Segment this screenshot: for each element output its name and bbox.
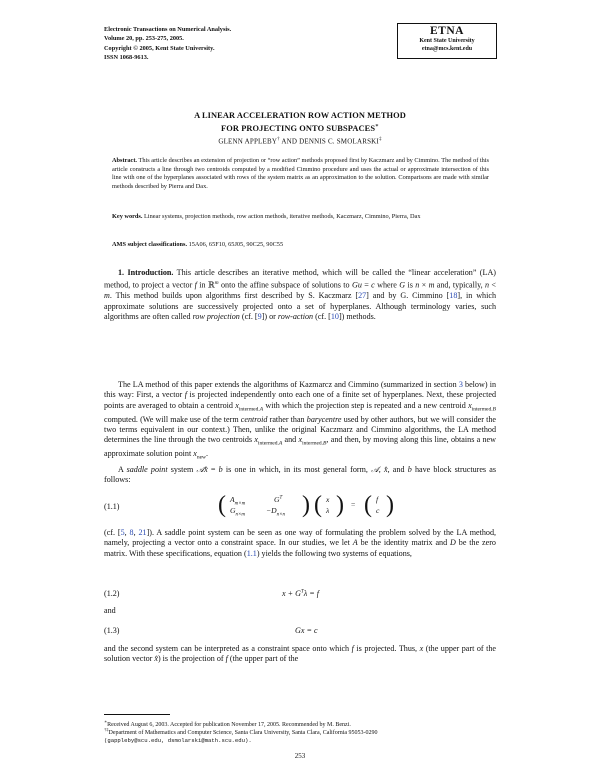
emphasis-text: barycentre <box>306 414 342 424</box>
footnote-rule <box>104 714 170 715</box>
author-2: DENNIS C. SMOLARSKI <box>299 137 379 146</box>
equation-1-3: Gx = c <box>295 626 318 635</box>
footnote-affiliation <box>104 726 496 745</box>
author-2-mark: ‡ <box>378 137 382 142</box>
emphasis-text: row-action <box>277 311 314 321</box>
etna-title: ETNA <box>430 25 464 37</box>
para-text: A <box>118 465 124 474</box>
equation-number: (1.2) <box>104 589 120 598</box>
journal-volume: Volume 20, pp. 253-275, 2005. <box>104 35 184 43</box>
citation-link[interactable]: 21 <box>138 528 147 537</box>
intro-text: where <box>377 280 397 290</box>
intro-text: is <box>407 280 413 290</box>
para-text: and the second system can be interpreted as a constraint space onto which <box>104 644 350 653</box>
equation-1-2: $x + G^T\lambda = f$ <box>282 589 319 598</box>
citation-link[interactable]: 5 <box>120 528 125 537</box>
intro-text: in <box>199 280 206 290</box>
para-text: be the zero matrix. With these specifications, equation ( <box>104 538 496 558</box>
author-1: GLENN APPLEBY <box>218 137 278 146</box>
footnote-mark: ∗ <box>104 719 108 724</box>
etna-box <box>397 23 497 59</box>
para-text: rather than <box>269 414 305 424</box>
author-1-mark: † <box>277 137 280 142</box>
para-text: have block structures as follows: <box>104 465 496 485</box>
abstract-text: This article describes an extension of projection or “row action” methods proposed first by Kaczmarz and by Cimmino. The method of this article constructs a line through two centroids computed by a modified Cimmino procedure and uses the actual or approximate intersection of this line with one of the hyperplanes associated with rows of the system matrix as an approximation to the solution. Comparisons are made with similar methods described by Pierra and Dax. <box>112 157 489 190</box>
para-text: ) is the projection of <box>157 654 224 664</box>
para-text: , and <box>387 465 405 474</box>
para-text: (cf. [ <box>104 528 121 537</box>
para-text: computed. (We will make use of the term <box>104 414 239 424</box>
paper-title <box>100 110 500 134</box>
section-link[interactable]: 3 <box>458 380 463 389</box>
post-equation-paragraph: (cf. [5, 8, 21]). A saddle point system can be seen as one way of formulating the problem solved by the LA method, namely, projecting a vector onto a constraint space. In our studies, we let A be the identity matrix and D be the zero matrix. With these specifications, equation (1.1) yields the following two systems of equations, <box>104 528 497 558</box>
para-text: be the identity matrix and <box>360 538 448 548</box>
equation-number: (1.3) <box>104 626 120 635</box>
intro-text: and, typically, <box>436 280 483 290</box>
intro-text: ]) methods. <box>338 311 376 321</box>
intro-paragraph: 1. Introduction. This article describes an iterative method, which will be called the “linear acceleration” (LA) method, to project a vector f in ℝ$^m$ onto the affine subspace of solutions to Gu = c where G is n × m and, typically, n < m. This method builds upon algorithms first described by S. Kaczmarz [27] and by G. Cimmino [18], in which approximate solutions are successively projected onto a set of hyperplanes. Although terminology varies, such algorithms are often called row projection (cf. [9]) or row-action (cf. [10]) methods. <box>104 268 496 321</box>
intro-text: ], in which approximate solutions are successively projected onto a set of hyperplanes. Although terminology varies, such algorithms are often called <box>104 291 496 321</box>
title-line-1: A LINEAR ACCELERATION ROW ACTION METHOD <box>194 111 406 120</box>
para-text: system <box>170 465 194 474</box>
etna-email: etna@mcs.kent.edu <box>421 46 473 52</box>
para-text: is projected. Thus, <box>356 644 418 653</box>
keywords-label: Key words. <box>112 213 143 220</box>
para-text: is projected independently onto each one of a finite set of hyperplanes. Next, these projected points are averaged to obtain a centroid <box>104 390 496 410</box>
citation-link[interactable]: 10 <box>330 311 339 321</box>
emphasis-text: row projection <box>192 311 240 321</box>
journal-issn: ISSN 1068-9613. <box>104 54 149 62</box>
equation-link[interactable]: 1.1 <box>246 548 257 558</box>
intro-text: . This method builds upon algorithms first described by S. Kaczmarz [ <box>109 291 359 301</box>
para-text: and <box>284 435 297 445</box>
constraint-paragraph: and the second system can be interpreted as a constraint space onto which f is projected. Thus, x (the upper part of the solution vector x̂) is the projection of f (the upper part of the <box>104 644 497 664</box>
la-method-paragraph: The LA method of this paper extends the algorithms of Kazmarcz and Cimmino (summarized in section 3 below) in this way: First, a vector f is projected independently onto each one of a finite set of hyperplanes. Next, these projected points are averaged to obtain a centroid $x_{intermed.A}$ with which the projection step is repeated and a new centroid $x_{intermed.B}$ computed. (We will make use of the term centroid rather than barycentre used by other authors, but we will consider the two terms equivalent in our context.) Then, unlike the original Kaczmarz and Cimmino algorithms, the LA method determines the line through the two centroids $x_{intermed.A}$ and $x_{intermed.B}$, and then, by moving along this line, obtains a new approximate solution point $x_{new}$. <box>104 380 496 461</box>
ams-label: AMS subject classifications. <box>112 241 188 248</box>
authors <box>100 137 500 145</box>
authors-and: AND <box>281 137 298 146</box>
intro-text: (cf. [ <box>241 311 258 321</box>
intro-text: onto the affine subspace of solutions to <box>221 280 350 290</box>
emphasis-text: saddle point <box>126 465 168 474</box>
equation-1-1: ( $A_{m\times m}$ $G^T$ $G_{n\times m}$ $-D_{n\times n}$ ) ( x λ ) = ( f c ) <box>218 492 394 518</box>
para-text: ]). A saddle point system can be seen as one way of formulating the problem solved by the LA method, namely, projecting a vector onto a constraint space. In our studies, we let <box>104 528 497 548</box>
abstract <box>112 157 489 191</box>
intro-text: ]) or <box>261 311 276 321</box>
para-text: with which the projection step is repeated and a new centroid <box>265 400 466 410</box>
intro-text: (cf. [ <box>315 311 331 321</box>
title-line-2-text: FOR PROJECTING ONTO SUBSPACES <box>221 123 376 133</box>
journal-name: Electronic Transactions on Numerical Analysis. <box>104 26 232 33</box>
citation-link[interactable]: 27 <box>358 291 367 301</box>
etna-university: Kent State University <box>419 38 475 44</box>
ams-classifications <box>112 241 489 250</box>
citation-link[interactable]: 9 <box>257 311 262 321</box>
citation-link[interactable]: 18 <box>449 291 458 301</box>
and-connector: and <box>104 606 116 615</box>
keywords <box>112 213 489 222</box>
para-text: ) yields the following two systems of equations, <box>256 548 412 558</box>
journal-info <box>104 25 231 63</box>
keywords-text: Linear systems, projection methods, row action methods, iterative methods, Kaczmarz, Cimmino, Pierra, Dax <box>144 213 421 220</box>
citation-link[interactable]: 8 <box>129 528 134 537</box>
ams-text: 15A06, 65F10, 65J05, 90C25, 90C55 <box>188 241 284 248</box>
footnote-emails[interactable]: (gappleby@scu.edu, dsmolarski@math.scu.edu). <box>104 737 252 744</box>
journal-copyright: Copyright © 2005, Kent State University. <box>104 44 215 52</box>
para-text: , and then, by moving along this line, obtains a new approximate solution point <box>104 435 496 458</box>
para-text: below) in this way: First, a vector <box>104 380 496 400</box>
title-footnote-mark: ∗ <box>375 123 379 129</box>
page-number: 253 <box>294 752 306 760</box>
saddle-paragraph: A saddle point system 𝒜x̂ = b is one in which, in its most general form, 𝒜, x̂, and b have block structures as follows: <box>104 465 496 485</box>
equation-number: (1.1) <box>104 502 120 511</box>
emphasis-text: centroid <box>240 414 268 424</box>
title-line-2 <box>100 121 500 134</box>
footnote-text: Department of Mathematics and Computer Science, Santa Clara University, Santa Clara, California 95053-0290 <box>108 730 378 736</box>
para-text: The LA method of this paper extends the algorithms of Kazmarcz and Cimmino (summarized in section <box>118 380 457 389</box>
para-text: (the upper part of the <box>229 654 299 664</box>
footnote-text: Received August 6, 2003. Accepted for publication November 17, 2005. Recommended by M. Benzi. <box>107 722 351 728</box>
para-text: (the upper part of the solution vector <box>104 644 497 664</box>
footnote-mark: †‡ <box>104 727 109 732</box>
para-text: is one in which, in its most general form, <box>225 465 368 474</box>
intro-text: ] and by G. Cimmino [ <box>366 291 450 301</box>
section-heading: 1. Introduction. <box>118 268 174 277</box>
para-text: used by other authors, but we will consider the two terms equivalent in our context.) Then, unlike the original Kaczmarz and Cimmino algorithms, the LA method determines the line through the two centroids <box>104 414 496 445</box>
abstract-label: Abstract. <box>112 157 138 164</box>
intro-text: This article describes an iterative method, which will be called the “linear acceleration” (LA) method, to project a vector <box>104 268 496 290</box>
